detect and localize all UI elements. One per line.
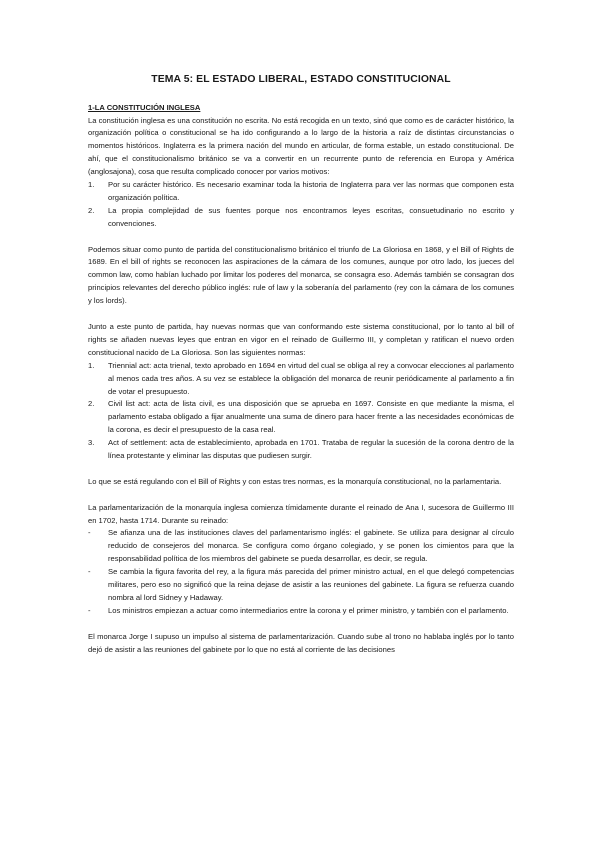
list-marker: - <box>88 605 91 615</box>
list-item <box>88 179 514 205</box>
list-item-text: Por su carácter histórico. Es necesario examinar toda la historia de Inglaterra para ver las normas que componen esta organización política. <box>108 180 514 202</box>
document-title: TEMA 5: EL ESTADO LIBERAL, ESTADO CONSTITUCIONAL <box>151 74 451 85</box>
list-marker: - <box>88 528 91 538</box>
norms-list <box>88 360 514 463</box>
paragraph-gap <box>88 308 514 321</box>
paragraph-jorge-i: El monarca Jorge I supuso un impulso al sistema de parlamentarización. Cuando sube al trono no hablaba inglés por lo tanto dejó de asistir a las reuniones del gabinete por lo que no está al corriente de las decisiones <box>88 631 514 654</box>
reasons-list <box>88 179 514 231</box>
list-marker: 1. <box>88 360 95 370</box>
intro-paragraph: La constitución inglesa es una constitución no escrita. No está recogida en un texto, sinó que como es de carácter histórico, la organización política o constitucional se ha ido configurando a lo largo de la historia a raíz de distintas circunstancias o momentos históricos. Inglaterra es la primera nación del mundo en articular, de forma estable, un estado constitucional. De ahí, que el constitucionalismo británico se va a convertir en un recurrente punto de referencia en Europa y América (anglosajona), cosa que resulta complicado conocer por varios motivos: <box>88 115 514 177</box>
paragraph-parliamentarization: La parlamentarización de la monarquía inglesa comienza tímidamente durante el reinado de Ana I, sucesora de Guillermo III en 1702, hasta 1714. Durante su reinado: <box>88 502 514 525</box>
list-item <box>88 205 514 231</box>
list-marker: 3. <box>88 438 95 448</box>
list-item <box>88 437 514 463</box>
list-item <box>88 360 514 399</box>
list-item-text: Civil list act: acta de lista civil, es una disposición que se aprueba en 1697. Consiste en que mediante la misma, el parlamento estaba obligado a fijar anualmente una suma de dinero para hacer frente a las necesidades económicas de la corona, es decir el presupuesto de la casa real. <box>108 399 514 435</box>
list-item <box>88 605 514 618</box>
list-item-text: La propia complejidad de sus fuentes porque nos encontramos leyes escritas, consuetudinario no escrito y convenciones. <box>108 205 514 228</box>
paragraph-constitutional-monarchy: Lo que se está regulando con el Bill of Rights y con estas tres normas, es la monarquía constitucional, no la parlamentaria. <box>88 476 502 486</box>
paragraph-gap <box>88 463 514 476</box>
list-item-text: Se afianza una de las instituciones claves del parlamentarismo inglés: el gabinete. Se utiliza para designar al círculo reducido de consejeros del monarca. Se configura como órgano colegiado, y se ponen los cimientos para que la responsabilidad política de los miembros del gabinete se pueda desarrollar, es decir, se regula. <box>108 528 514 564</box>
section-heading: 1-LA CONSTITUCIÓN INGLESA <box>88 103 201 112</box>
list-marker: - <box>88 567 91 577</box>
list-marker: 2. <box>88 399 95 409</box>
list-item-text: Se cambia la figura favorita del rey, a la figura más parecida del primer ministro actual, en el que delegó competencias militares, pero eso no significó que la reina dejase de asistir a las reuniones del gabinete. La figura se refuerza cuando nombra al lord Sidney y Hadaway. <box>108 567 514 602</box>
list-item <box>88 566 514 605</box>
paragraph-origins: Podemos situar como punto de partida del constitucionalismo británico el triunfo de La Gloriosa en 1868, y el Bill of Rights de 1689. En el bill of rights se reconocen las aspiraciones de la cámara de los comunes, aunque por otro lado, los jueces del common law, como habían luchado por limitar los poderes del monarca, se consagra eso. Además también se consagran dos principios relevantes del derecho público inglés: rule of law y la soberanía del parlamento (rey con la cámara de los comunes y los lords). <box>88 244 514 306</box>
paragraph-gap <box>88 489 514 502</box>
list-item-text: Act of settlement: acta de establecimiento, aprobada en 1701. Trataba de regular la sucesión de la corona dentro de la línea protestante y eliminar las disputas que pudiesen surgir. <box>108 438 514 461</box>
document-page <box>88 74 514 656</box>
list-marker: 1. <box>88 180 95 190</box>
list-item-text: Triennial act: acta trienal, texto aprobado en 1694 en virtud del cual se obliga al rey a convocar elecciones al parlamento al menos cada tres años. A su vez se establece la obligación del monarca de reunir periódicamente al parlamento a fin de votar el presupuesto. <box>108 360 514 396</box>
list-item <box>88 527 514 566</box>
paragraph-new-norms: Junto a este punto de partida, hay nuevas normas que van conformando este sistema constitucional, por lo tanto al bill of rights se añaden nuevas leyes que entran en vigor en el reinado de Guillermo III, y completan y ratifican el nuevo orden constitucional nacido de La Gloriosa. Son las siguientes normas: <box>88 321 514 357</box>
anne-points-list <box>88 527 514 617</box>
list-item <box>88 398 514 437</box>
paragraph-gap <box>88 618 514 631</box>
list-marker: 2. <box>88 205 95 215</box>
list-item-text: Los ministros empiezan a actuar como intermediarios entre la corona y el primer ministro, y también con el parlamento. <box>108 605 509 615</box>
paragraph-gap <box>88 231 514 244</box>
